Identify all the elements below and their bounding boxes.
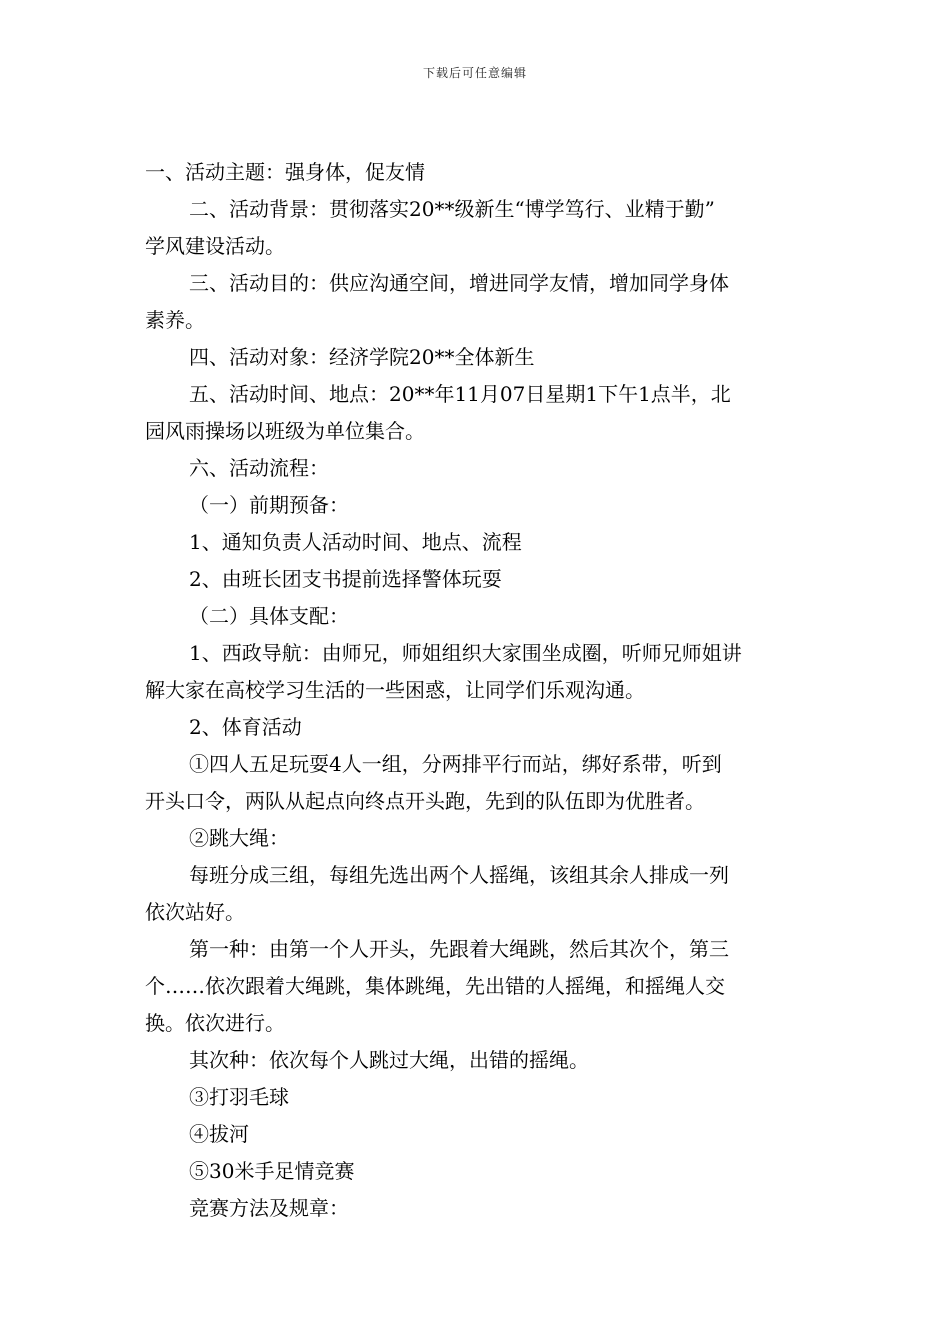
page-header: 下载后可任意编辑 xyxy=(422,66,527,80)
line-tug-of-war: ④拔河 xyxy=(189,1122,249,1146)
line-purpose-cont: 素养。 xyxy=(145,308,205,332)
document-body xyxy=(145,154,810,1227)
line-prep-2: 2、由班长团支书提前选择警体玩耍 xyxy=(189,567,502,591)
line-sports-2: ②跳大绳： xyxy=(189,826,289,850)
line-arrange-1-cont: 解大家在高校学习生活的一些困惑，让同学们乐观沟通。 xyxy=(145,678,645,702)
line-process: 六、活动流程： xyxy=(189,456,329,480)
line-rope-groups: 每班分成三组，每组先选出两个人摇绳，该组其余人排成一列 xyxy=(189,863,729,887)
line-prep-1: 1、通知负责人活动时间、地点、流程 xyxy=(189,530,522,554)
line-rope-second: 其次种：依次每个人跳过大绳，出错的摇绳。 xyxy=(189,1048,589,1072)
line-background-cont: 学风建设活动。 xyxy=(145,234,285,258)
line-rope-first: 第一种：由第一个人开头，先跟着大绳跳，然后其次个，第三 xyxy=(189,937,729,961)
line-background: 二、活动背景：贯彻落实20**级新生“博学笃行、业精于勤” xyxy=(189,197,715,221)
line-purpose: 三、活动目的：供应沟通空间，增进同学友情，增加同学身体 xyxy=(189,271,729,295)
line-rules-heading: 竞赛方法及规章： xyxy=(189,1196,349,1220)
line-sports-1: ①四人五足玩耍4人一组，分两排平行而站，绑好系带，听到 xyxy=(189,752,722,776)
line-rope-first-cont: 个……依次跟着大绳跳，集体跳绳，先出错的人摇绳，和摇绳人交 xyxy=(145,974,725,998)
line-sports: 2、体育活动 xyxy=(189,715,302,739)
line-badminton: ③打羽毛球 xyxy=(189,1085,289,1109)
line-rope-first-end: 换。依次进行。 xyxy=(145,1011,285,1035)
line-time-place-cont: 园风雨操场以班级为单位集合。 xyxy=(145,419,425,443)
line-rope-groups-cont: 依次站好。 xyxy=(145,900,245,924)
line-arrange-heading: （二）具体支配： xyxy=(189,604,349,628)
line-sports-1-cont: 开头口令，两队从起点向终点开头跑，先到的队伍即为优胜者。 xyxy=(145,789,705,813)
line-30m-race: ⑤30米手足情竞赛 xyxy=(189,1159,355,1183)
line-prep-heading: （一）前期预备： xyxy=(189,493,349,517)
line-theme: 一、活动主题：强身体，促友情 xyxy=(145,160,425,184)
line-target: 四、活动对象：经济学院20**全体新生 xyxy=(189,345,535,369)
line-time-place: 五、活动时间、地点：20**年11月07日星期1下午1点半，北 xyxy=(189,382,731,406)
line-arrange-1: 1、西政导航：由师兄，师姐组织大家围坐成圈，听师兄师姐讲 xyxy=(189,641,742,665)
